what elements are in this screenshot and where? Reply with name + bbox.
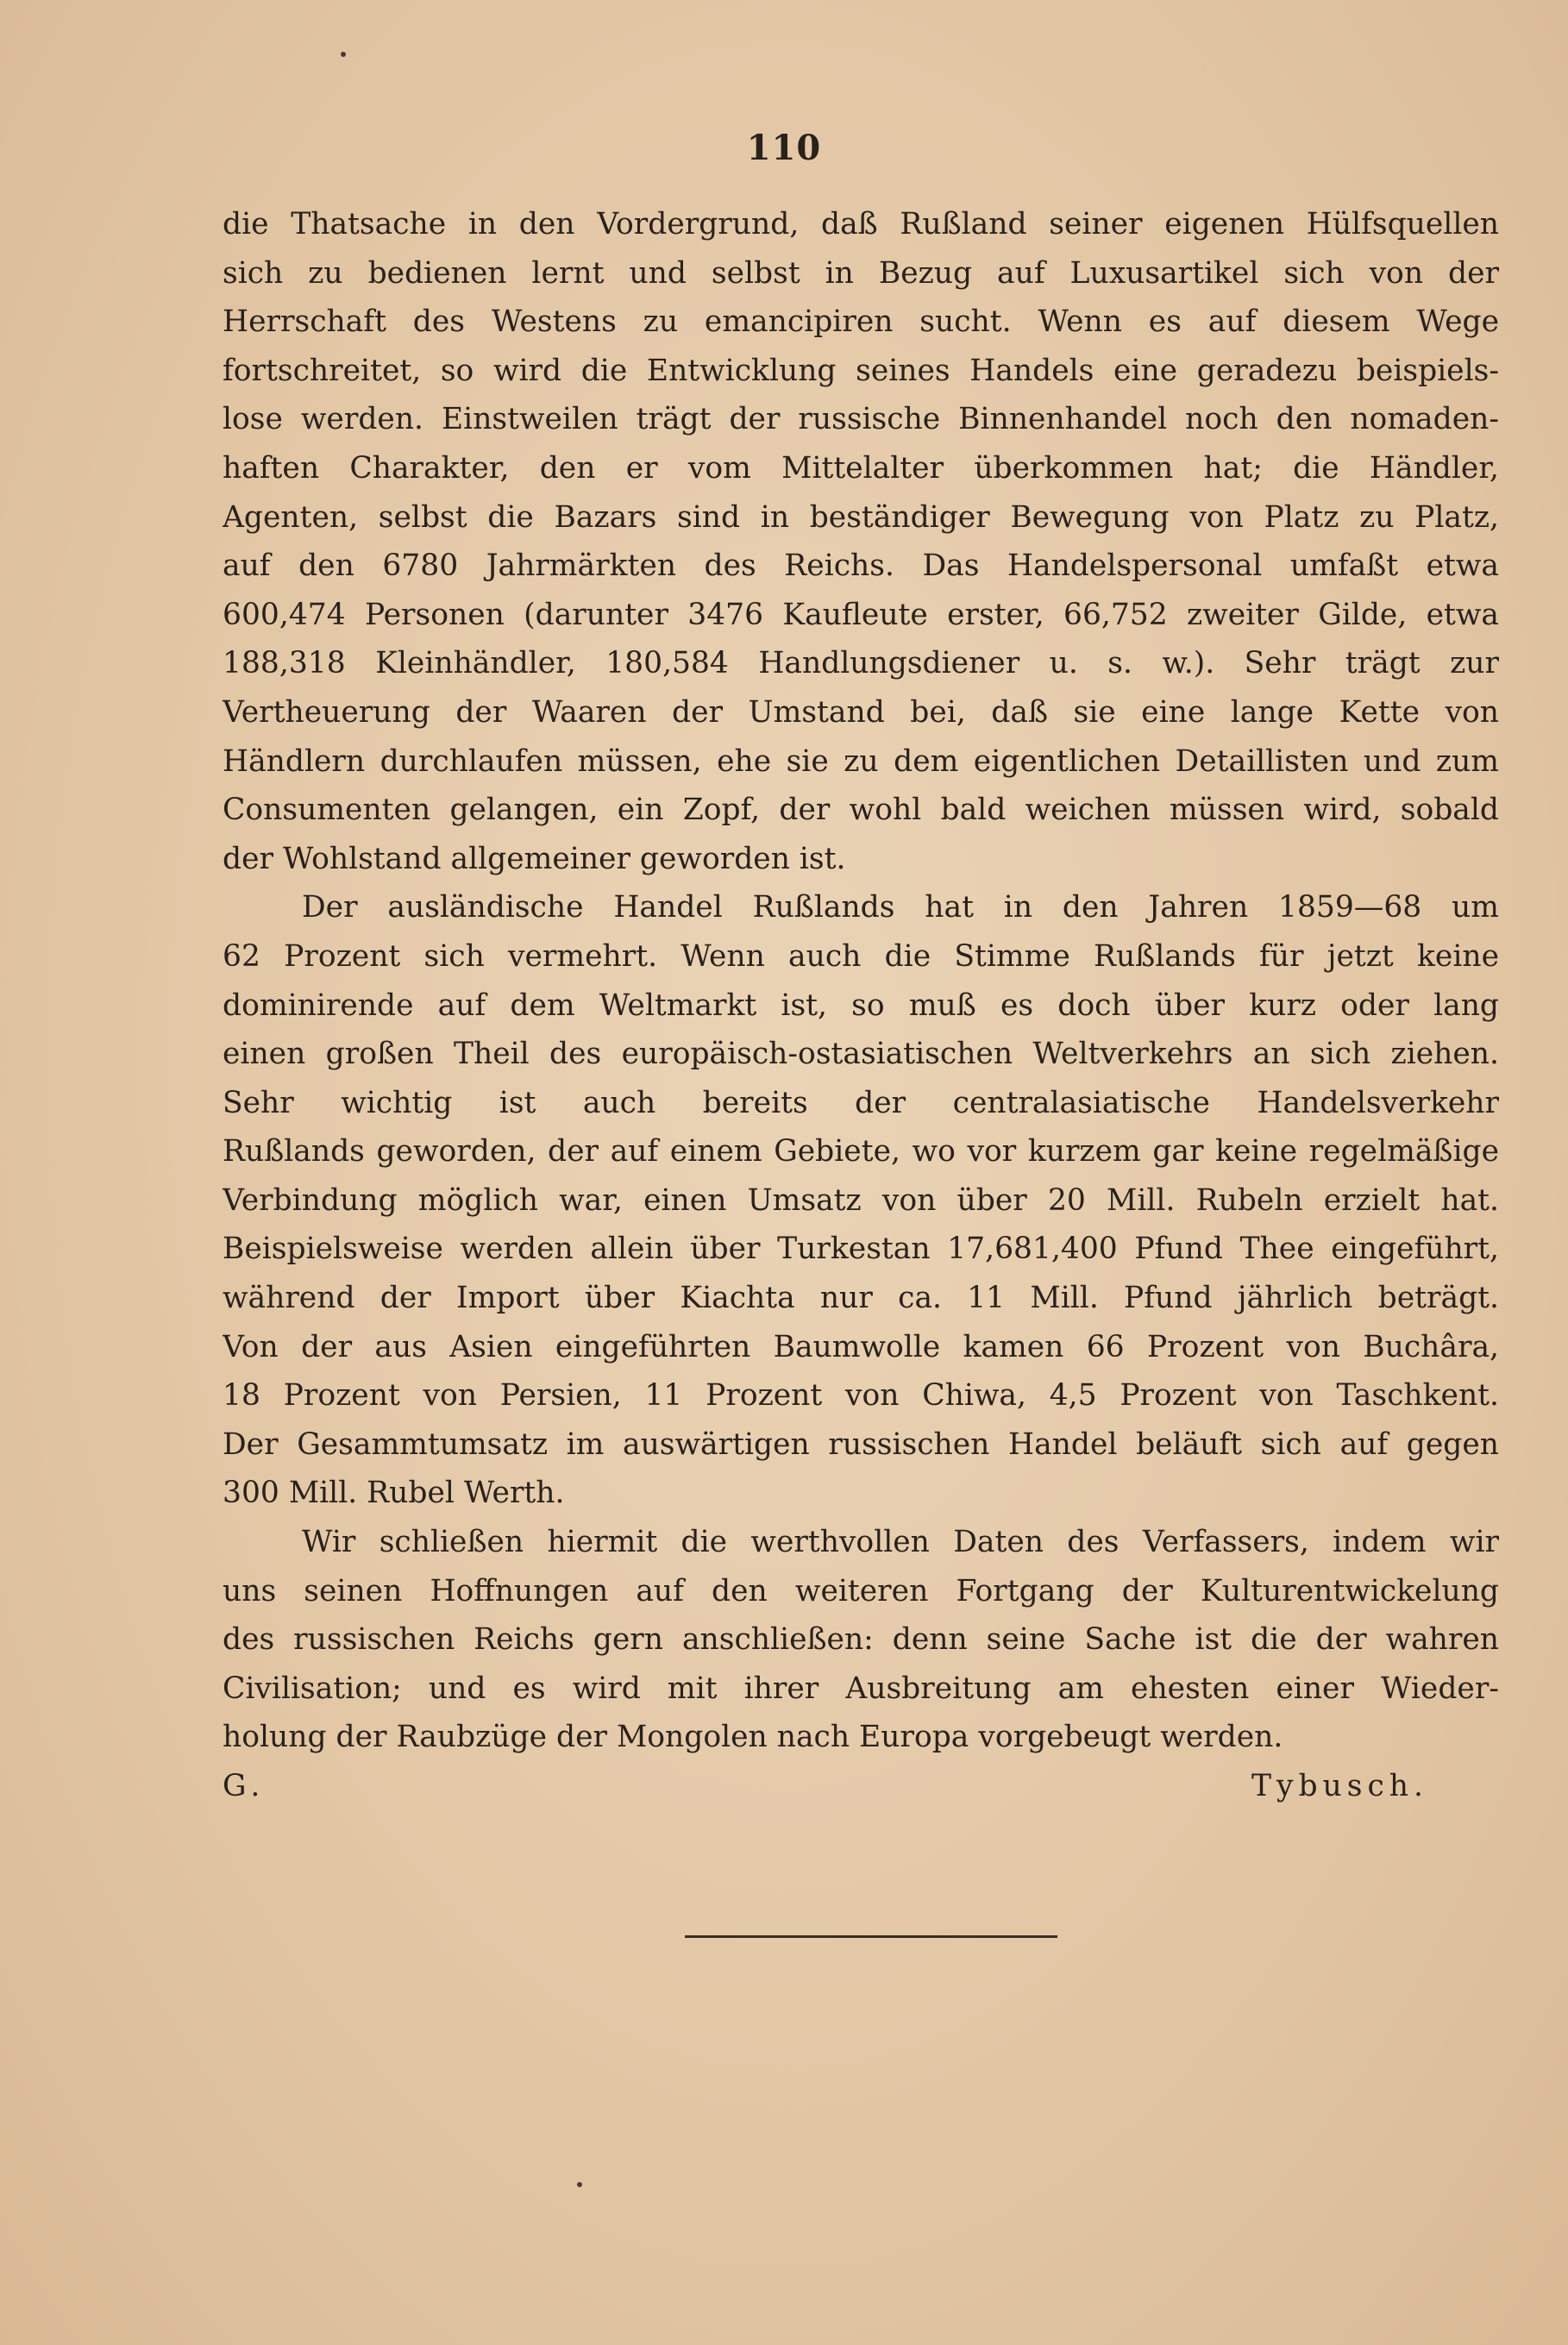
text-line: sich zu bedienen lernt und selbst in Bezug auf Luxusartikel sich von der (223, 255, 1499, 291)
text-body (223, 200, 1499, 1811)
text-line: Von der aus Asien eingeführten Baumwolle kamen 66 Prozent von Buchâra, (223, 1329, 1499, 1364)
text-line: Wir schließen hiermit die werthvollen Daten des Verfassers, indem wir (302, 1525, 1499, 1560)
text-line: Verbindung möglich war, einen Umsatz von über 20 Mill. Rubeln erzielt hat. (223, 1182, 1499, 1218)
text-line: Händlern durchlaufen müssen, ehe sie zu dem eigentlichen Detaillisten und zum (223, 743, 1499, 779)
text-line: Consumenten gelangen, ein Zopf, der wohl bald weichen müssen wird, sobald (223, 793, 1499, 828)
text-line: dominirende auf dem Weltmarkt ist, so muß es doch über kurz oder lang (223, 988, 1499, 1023)
text-line: Sehr wichtig ist auch bereits der centralasiatische Handelsverkehr (223, 1085, 1499, 1120)
text-line: während der Import über Kiachta nur ca. 11 Mill. Pfund jährlich beträgt. (223, 1281, 1499, 1316)
text-line: holung der Raubzüge der Mongolen nach Europa vorgebeugt werden. (223, 1720, 1283, 1755)
text-line: die Thatsache in den Vordergrund, daß Rußland seiner eigenen Hülfsquellen (223, 207, 1499, 241)
text-line: Vertheuerung der Waaren der Umstand bei, daß sie eine lange Kette von (223, 694, 1499, 730)
text-line: Civilisation; und es wird mit ihrer Ausbreitung am ehesten einer Wieder- (223, 1671, 1499, 1706)
text-line: Agenten, selbst die Bazars sind in beständiger Bewegung von Platz zu Platz, (223, 499, 1499, 535)
text-line: 188,318 Kleinhändler, 180,584 Handlungsdiener u. s. w.). Sehr trägt zur (223, 646, 1499, 681)
end-rule (685, 1935, 1057, 1938)
text-line: 62 Prozent sich vermehrt. Wenn auch die Stimme Rußlands für jetzt keine (223, 938, 1499, 974)
text-line: fortschreitet, so wird die Entwicklung seines Handels eine geradezu beispiels- (223, 353, 1499, 388)
text-line: Rußlands geworden, der auf einem Gebiete, wo vor kurzem gar keine regelmäßige (223, 1134, 1499, 1169)
text-line: Beispielsweise werden allein über Turkestan 17,681,400 Pfund Thee eingeführt, (223, 1232, 1499, 1267)
paper-speck (341, 52, 346, 57)
page-number: 110 (746, 128, 822, 168)
text-line: des russischen Reichs gern anschließen: denn seine Sache ist die der wahren (223, 1622, 1499, 1658)
text-line: haften Charakter, den er vom Mittelalter überkommen hat; die Händler, (223, 450, 1499, 486)
text-line: einen großen Theil des europäisch-ostasiatischen Weltverkehrs an sich ziehen. (223, 1037, 1499, 1072)
text-line: 18 Prozent von Persien, 11 Prozent von Chiwa, 4,5 Prozent von Taschkent. (223, 1378, 1499, 1414)
paragraph-2 (223, 883, 1499, 1518)
author-signature: G. Tybusch. (223, 1769, 1428, 1803)
paper-speck (577, 2182, 582, 2187)
text-line: lose werden. Einstweilen trägt der russische Binnenhandel noch den nomaden- (223, 402, 1499, 437)
paragraph-3 (223, 1518, 1499, 1762)
text-line: 300 Mill. Rubel Werth. (223, 1476, 565, 1511)
text-line: uns seinen Hoffnungen auf den weiteren Fortgang der Kulturentwickelung (223, 1573, 1499, 1608)
text-line: Herrschaft des Westens zu emancipiren sucht. Wenn es auf diesem Wege (223, 304, 1499, 340)
text-line: auf den 6780 Jahrmärkten des Reichs. Das Handelspersonal umfaßt etwa (223, 549, 1499, 584)
text-line: Der Gesammtumsatz im auswärtigen russischen Handel beläuft sich auf gegen (223, 1426, 1499, 1462)
text-line: 600,474 Personen (darunter 3476 Kaufleute erster, 66,752 zweiter Gilde, etwa (223, 597, 1499, 632)
text-line: Der ausländische Handel Rußlands hat in den Jahren 1859—68 um (302, 890, 1499, 925)
text-line: der Wohlstand allgemeiner geworden ist. (223, 841, 846, 876)
paragraph-1 (223, 200, 1499, 883)
